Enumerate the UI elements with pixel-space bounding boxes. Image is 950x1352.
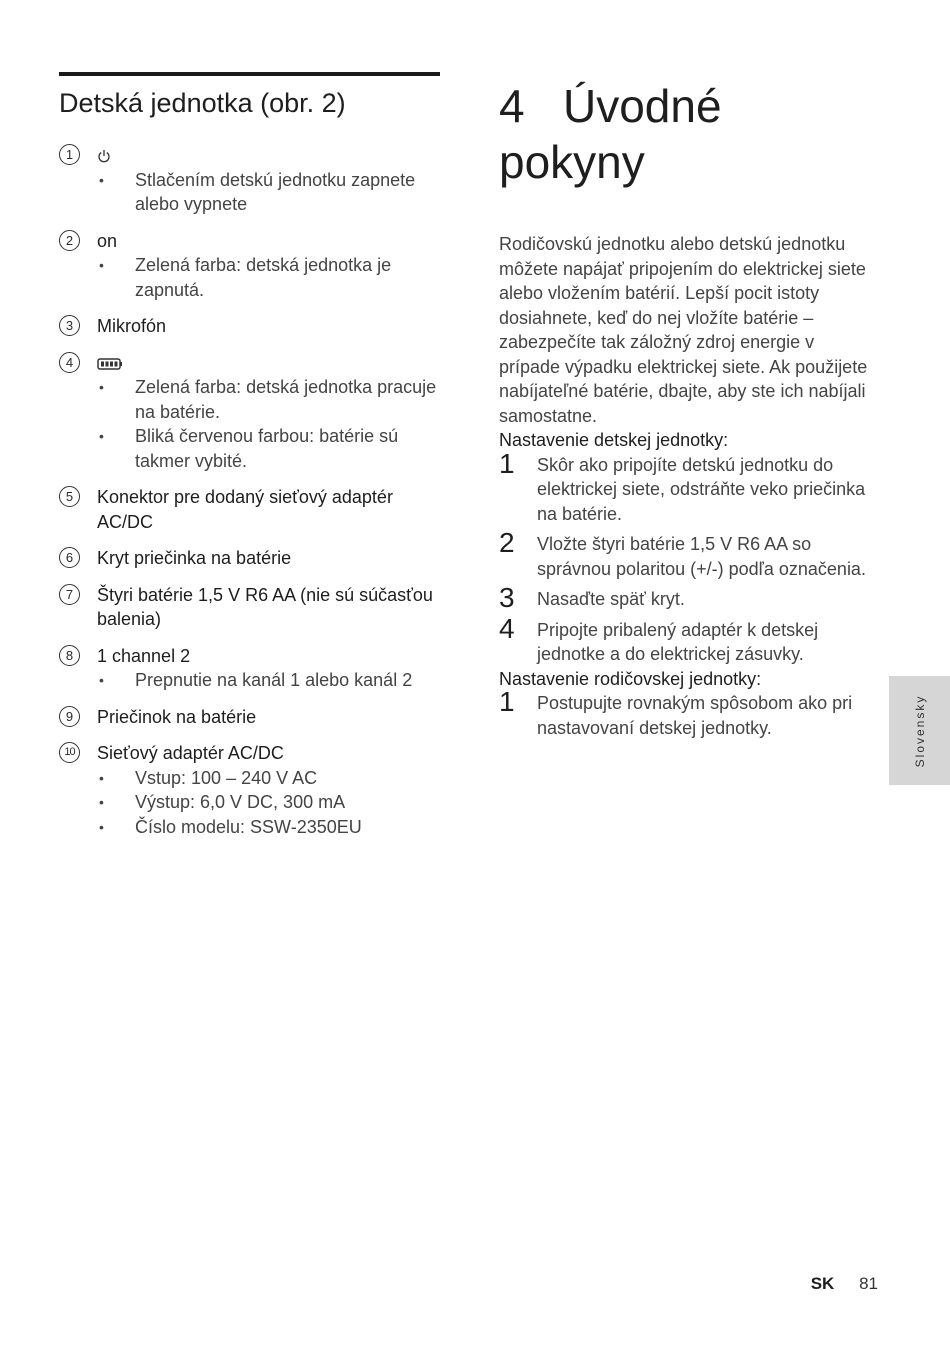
list-item-10 — [59, 741, 440, 839]
item-number: 7 — [59, 584, 80, 605]
step-text: Pripojte pribalený adaptér k detskej jednotke a do elektrickej zásuvky. — [537, 619, 819, 664]
subsection-title-text: Nastavenie rodičovskej jednotky — [499, 668, 757, 689]
chapter-title: Úvodné pokyny — [499, 80, 722, 188]
list-item-3 — [59, 314, 440, 339]
battery-icon — [97, 357, 123, 371]
bullet-item: • Zelená farba: detská jednotka je zapnutá. — [97, 253, 440, 302]
language-side-tab — [889, 676, 950, 785]
item-label: Mikrofón — [97, 316, 167, 336]
subsection-title — [499, 667, 879, 692]
item-label: on — [97, 230, 118, 251]
left-column — [59, 72, 440, 851]
list-item-5 — [59, 485, 440, 534]
item-number: 10 — [59, 742, 80, 763]
step-number: 1 — [499, 447, 515, 479]
intro-paragraph: Rodičovskú jednotku alebo detskú jednotku môžete napájať pripojením do elektrickej siete alebo vložením batérií. Lepší pocit istoty dosiahnete, keď do nej vložíte batérie – zabezpečíte tak záložný zdroj energie v prípade výpadku elektrickej siete. Ak použijete nabíjateľné batérie, dbajte, aby ste ich nabíjali samostatne. — [499, 234, 868, 426]
item-number: 4 — [59, 352, 80, 373]
list-item-1 — [59, 143, 440, 217]
step-number: 1 — [499, 686, 515, 717]
item-number: 5 — [59, 486, 80, 507]
list-item-6 — [59, 546, 440, 571]
chapter-number: 4 — [499, 80, 525, 132]
item-label: Štyri batérie 1,5 V R6 AA (nie sú súčasťou balenia) — [97, 584, 433, 629]
chapter-heading — [499, 78, 879, 190]
step-number: 4 — [499, 612, 515, 644]
step — [499, 582, 879, 613]
bullet-item: • Prepnutie na kanál 1 alebo kanál 2 — [97, 668, 440, 693]
item-label: 1 channel 2 — [97, 645, 191, 666]
section-title: Detská jednotka (obr. 2) — [59, 88, 346, 118]
item-number: 1 — [59, 144, 80, 165]
page-footer — [811, 1274, 878, 1294]
list-item-9 — [59, 705, 440, 730]
item-number: 9 — [59, 706, 80, 727]
bullet-item: • Bliká červenou farbou: batérie sú takmer vybité. — [97, 424, 440, 473]
step-text: Postupujte rovnakým spôsobom ako pri nastavovaní detskej jednotky. — [537, 693, 853, 738]
list-item-7 — [59, 583, 440, 632]
list-item-2 — [59, 229, 440, 303]
item-number: 8 — [59, 645, 80, 666]
item-label: Kryt priečinka na batérie — [97, 548, 292, 568]
section-rule — [59, 72, 440, 76]
side-tab-label: Slovensky — [912, 694, 927, 767]
footer-language: SK — [810, 1274, 835, 1293]
item-label: Priečinok na batérie — [97, 706, 257, 727]
step — [499, 612, 879, 667]
step-text: Vložte štyri batérie 1,5 V R6 AA so správnou polaritou (+/-) podľa označenia. — [537, 534, 866, 579]
power-icon — [97, 149, 111, 163]
bullet-item: • Stlačením detskú jednotku zapnete alebo vypnete — [97, 168, 440, 217]
item-label: Sieťový adaptér AC/DC — [97, 743, 284, 763]
item-number: 6 — [59, 547, 80, 568]
bullet-item: • Zelená farba: detská jednotka pracuje na batérie. — [97, 375, 440, 424]
step — [499, 447, 879, 527]
step — [499, 686, 879, 740]
item-number: 2 — [59, 230, 80, 251]
step — [499, 527, 879, 581]
bullet-item: • Číslo modelu: SSW-2350EU — [97, 815, 440, 840]
bullet-item: • Výstup: 6,0 V DC, 300 mA — [97, 790, 440, 815]
item-label: Konektor pre dodaný sieťový adaptér AC/DC — [97, 487, 393, 532]
step-text: Skôr ako pripojíte detskú jednotku do elektrickej siete, odstráňte veko priečinka na batérie. — [537, 454, 866, 524]
step-text: Nasaďte späť kryt. — [537, 589, 685, 609]
subsection-title-text: Nastavenie detskej jednotky — [499, 430, 724, 450]
subsection-colon: : — [723, 430, 729, 450]
list-item-4 — [59, 351, 440, 474]
page-number: 81 — [859, 1274, 878, 1293]
right-column — [499, 78, 879, 740]
subsection-colon: : — [756, 668, 762, 689]
subsection-title — [499, 428, 879, 453]
item-number: 3 — [59, 315, 80, 336]
bullet-item: • Vstup: 100 – 240 V AC — [97, 766, 440, 791]
step-number: 2 — [499, 527, 515, 558]
list-item-8 — [59, 644, 440, 693]
step-number: 3 — [499, 582, 515, 613]
